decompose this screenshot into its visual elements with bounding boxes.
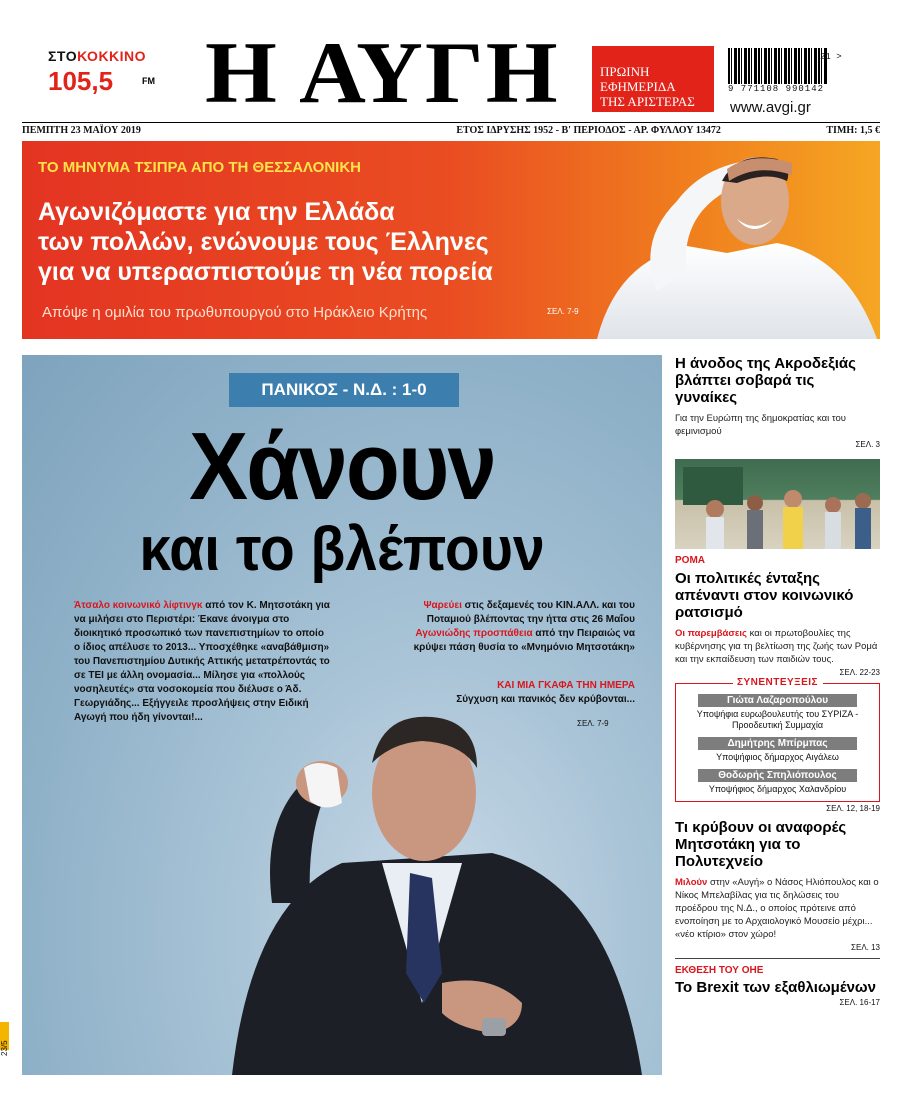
story-subtitle: Για την Ευρώπη της δημοκρατίας και του φεμινισμού xyxy=(675,413,846,437)
roma-children-photo xyxy=(675,459,880,549)
interviewee-role: Υποψήφιος δήμαρχος Χαλανδρίου xyxy=(708,784,847,794)
tagline-box xyxy=(592,46,714,112)
divider xyxy=(675,958,880,959)
story-headline[interactable]: Το Brexit των εξαθλιωμένων xyxy=(675,979,876,996)
section-label: ΡΟΜΑ xyxy=(675,555,705,566)
lead-phrase: Άτσαλο κοινωνικό λίφτινγκ xyxy=(74,600,203,611)
interviews-box xyxy=(675,677,880,802)
story-headline[interactable]: Η άνοδος της Ακροδεξιάς βλάπτει σοβαρά τις γυναίκες xyxy=(675,355,856,406)
page-ref: ΣΕΛ. 16-17 xyxy=(839,998,880,1007)
main-headline-line-2[interactable]: και το βλέπουν xyxy=(139,515,545,584)
banner-kicker: ΤΟ ΜΗΝΥΜΑ ΤΣΙΠΡΑ ΑΠΟ ΤΗ ΘΕΣΣΑΛΟΝΙΚΗ xyxy=(38,159,361,176)
body-text: από την Πειραιώς να κρύψει πάση θυσία το «Μνημόνιο Μητσοτάκη» xyxy=(413,628,635,653)
body-text: και οι πρωτοβουλίες της κυβέρνησης για τη βελτίωση της ζωής των Ρομά και την εκπαίδευση των παιδιών τους. xyxy=(675,628,878,665)
banner-subtitle: Απόψε η ομιλία του πρωθυπουργού στο Ηράκλειο Κρήτης xyxy=(42,304,428,321)
lead-phrase: Αγωνιώδης προσπάθεια xyxy=(415,628,533,639)
main-headline-line-1[interactable]: Χάνουν xyxy=(189,413,495,520)
main-left-text xyxy=(74,599,332,725)
section-label: ΕΚΘΕΣΗ ΤΟΥ ΟΗΕ xyxy=(675,965,764,976)
interviewee-name[interactable]: Θοδωρής Σπηλιόπουλος xyxy=(698,769,857,782)
page-ref: ΣΕΛ. 3 xyxy=(855,440,880,449)
issue-code: 21 > xyxy=(820,52,842,62)
radio-prefix: ΣΤΟ xyxy=(48,48,78,64)
interviews-title: ΣΥΝΕΝΤΕΥΞΕΙΣ xyxy=(733,677,823,688)
issue-info: ΕΤΟΣ ΙΔΡΥΣΗΣ 1952 - Β' ΠΕΡΙΟΔΟΣ - ΑΡ. ΦΥΛΛΟΥ 13472 xyxy=(456,125,721,136)
top-banner[interactable] xyxy=(22,141,880,339)
radio-name: ΚΟΚΚΙΝΟ xyxy=(77,48,147,64)
issue-price: ΤΙΜΗ: 1,5 € xyxy=(826,125,880,136)
gafa-box xyxy=(387,679,635,707)
page-ref: ΣΕΛ. 22-23 xyxy=(839,668,880,677)
story-body xyxy=(675,627,880,666)
interviewee-name[interactable]: Δημήτρης Μπίρμπας xyxy=(698,737,857,750)
dateline xyxy=(22,122,880,136)
page-ref: ΣΕΛ. 12, 18-19 xyxy=(826,804,880,813)
issue-date: ΠΕΜΠΤΗ 23 ΜΑΪΟΥ 2019 xyxy=(22,125,141,136)
main-story[interactable] xyxy=(22,355,662,1075)
page-ref: ΣΕΛ. 13 xyxy=(851,943,880,952)
radio-band: FM xyxy=(142,76,155,86)
website-url[interactable]: www.avgi.gr xyxy=(730,99,811,116)
banner-headline-line: για να υπερασπιστούμε τη νέα πορεία xyxy=(38,258,493,286)
edge-date: 23/5 xyxy=(0,1040,9,1056)
banner-headline[interactable] xyxy=(38,197,618,287)
body-text: στην «Αυγή» ο Νάσος Ηλιόπουλος και ο Νίκος Μπελαβίλας για τις δηλώσεις του προέδρου της Ν.Δ., ο οποίος πρότεινε από ενοποίηση με το Αρχαιολογικό Μουσείο μέχρι... «νέο κτίριο» στον χώρο! xyxy=(675,877,879,940)
body-text: από τον Κ. Μητσοτάκη για να μιλήσει στο Περιστέρι: Έκανε άνοιγμα στο διοικητικό προσωπικό των πανεπιστημίων το οποίο ο ίδιος απέλυσε το 2013... Υποσχέθηκε «αναβάθμιση» του Πανεπιστημίου Δυτικής Αττικής μετατρέποντάς το σε ΤΕΙ με άλλη ονομασία... Μίλησε για «πολλούς νοσηλευτές» στα νοσοκομεία που διέλυσε ο Άδ. Γεωργιάδης... Εξήγγειλε προσλήψεις στην Ειδική Αγωγή που ήδη γίνονται!... xyxy=(74,600,330,723)
right-column xyxy=(675,355,880,1007)
newspaper-logo: Η ΑΥΓΗ xyxy=(205,25,560,122)
gafa-kicker: ΚΑΙ ΜΙΑ ΓΚΑΦΑ ΤΗΝ ΗΜΕΡΑ xyxy=(497,680,635,691)
interviewee-name[interactable]: Γιώτα Λαζαροπούλου xyxy=(698,694,857,707)
main-page-ref: ΣΕΛ. 7-9 xyxy=(577,719,609,728)
banner-headline-line: των πολλών, ενώνουμε τους Έλληνες xyxy=(38,228,489,256)
lead-phrase: Ψαρεύει xyxy=(423,600,462,611)
interviewee-role: Υποψήφιος δήμαρχος Αιγάλεω xyxy=(716,752,839,762)
lead-phrase: Οι παρεμβάσεις xyxy=(675,628,747,639)
banner-headline-line: Αγωνιζόμαστε για την Ελλάδα xyxy=(38,198,395,226)
story-body xyxy=(675,876,880,941)
tagline-line: ΕΦΗΜΕΡΙΔΑ xyxy=(600,79,676,94)
main-kicker: ΠΑΝΙΚΟΣ - Ν.Δ. : 1-0 xyxy=(229,373,459,407)
interviewee-role: Υποψήφια ευρωβουλευτής του ΣΥΡΙΖΑ - Προοδευτική Συμμαχία xyxy=(696,709,859,730)
gafa-text: Σύγχυση και πανικός δεν κρύβονται... xyxy=(456,694,635,705)
lead-phrase: Μιλούν xyxy=(675,877,708,888)
banner-page-ref: ΣΕΛ. 7-9 xyxy=(547,307,579,316)
tsipras-photo xyxy=(577,141,880,339)
tagline-line: ΤΗΣ ΑΡΙΣΤΕΡΑΣ xyxy=(600,94,695,109)
story-headline[interactable]: Τι κρύβουν οι αναφορές Μητσοτάκη για το Πολυτεχνείο xyxy=(675,819,847,870)
mitsotakis-photo xyxy=(192,673,662,1075)
barcode-number: 9 771108 990142 xyxy=(728,84,825,94)
main-right-text xyxy=(387,599,635,655)
radio-logo xyxy=(48,48,155,97)
story-headline[interactable]: Οι πολιτικές ένταξης απέναντι στον κοινωνικό ρατσισμό xyxy=(675,570,854,621)
radio-frequency: 105,5 xyxy=(48,66,114,96)
tagline-line: ΠΡΩΙΝΗ xyxy=(600,64,650,79)
body-text: στις δεξαμενές του ΚΙΝ.ΑΛΛ. και του Ποταμιού βλέποντας την ήττα στις 26 Μαΐου xyxy=(426,600,635,625)
children-illustration-icon xyxy=(675,459,880,549)
barcode-icon xyxy=(728,48,828,84)
